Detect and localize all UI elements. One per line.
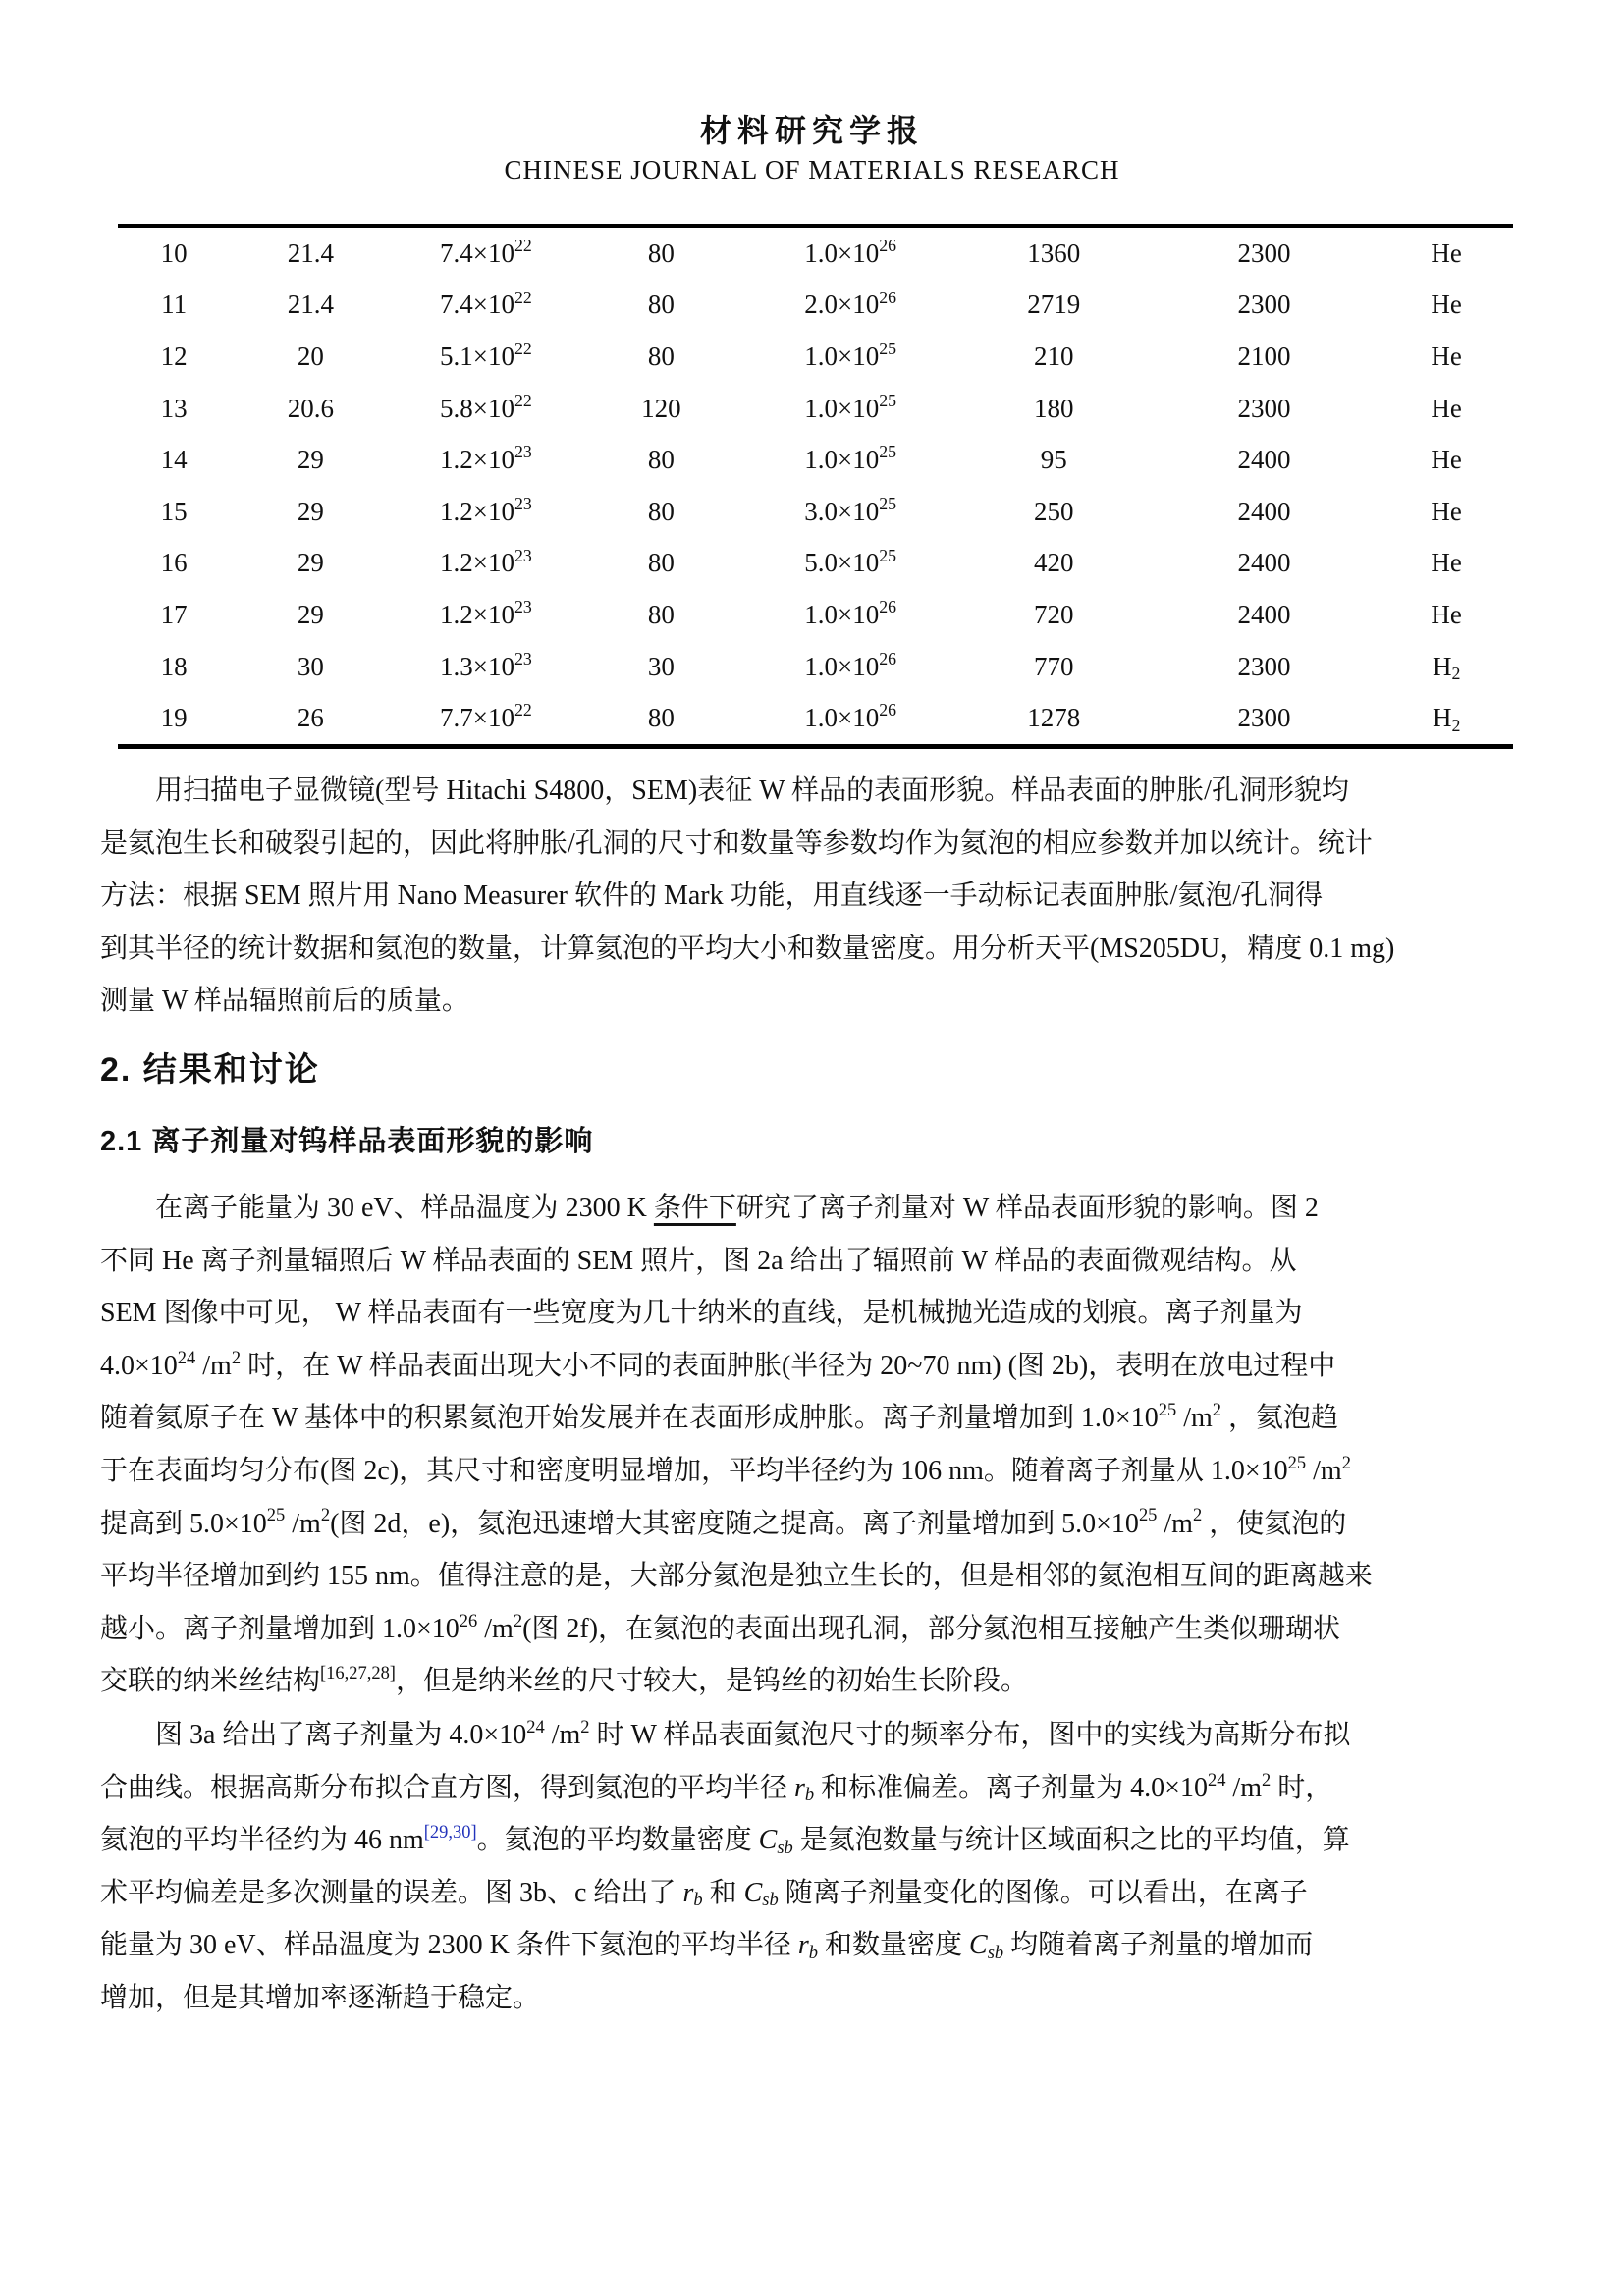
table-cell: $1.0\times 10^{25}$ [804, 390, 897, 423]
paragraph-bubble-statistics [100, 1709, 1528, 2025]
text-line: 用扫描电子显微镜(型号 Hitachi S4800，SEM)表征 W 样品的表面形貌。样品表面的肿胀/孔洞形貌均 [155, 775, 1349, 806]
text-line: SEM 图像中可见， W 样品表面有一些宽度为几十纳米的直线，是机械抛光造成的划痕。离子剂量为 [100, 1298, 1303, 1329]
table-cell: He [1431, 341, 1462, 371]
table-cell: 95 [1040, 445, 1067, 475]
table-cell: 19 [160, 703, 188, 733]
table-cell: 80 [647, 445, 675, 475]
text-line: 增加，但是其增加率逐渐趋于稳定。 [100, 1982, 541, 2013]
table-cell: 80 [647, 548, 675, 578]
table-cell: $1.0\times 10^{26}$ [804, 236, 897, 268]
table-cell: $1.0\times 10^{26}$ [804, 597, 897, 629]
table-cell: $H_2$ [1432, 651, 1461, 683]
table-cell: 17 [160, 599, 188, 629]
table-cell: $5.1\times 10^{22}$ [439, 339, 532, 371]
table-cell: 20.6 [287, 393, 334, 423]
table-cell: 11 [161, 290, 188, 320]
table-cell: 21.4 [287, 290, 334, 320]
table-cell: 29 [297, 599, 324, 629]
text-line: 提高到 $5.0\times 10^{25}$ $/m^2$(图 2d，e)，氦泡迅速增大其密度随之提高。离子剂量增加到 $5.0\times 10^{25}$ $/m^2$ ，使氦泡的 [100, 1505, 1347, 1539]
table-cell: 29 [297, 496, 324, 526]
experiment-parameters-table [118, 224, 1513, 749]
table-cell: $5.0\times 10^{25}$ [804, 545, 897, 578]
table-cell: 120 [641, 393, 681, 423]
table-cell: He [1431, 393, 1462, 423]
table-cell: 10 [160, 238, 188, 268]
table-cell: $1.2\times 10^{23}$ [439, 442, 532, 475]
table-cell: He [1431, 238, 1462, 268]
table-row [118, 538, 1513, 590]
table-cell: 770 [1034, 651, 1074, 681]
text-line: 在离子能量为 30 eV、样品温度为 2300 K 条件下研究了离子剂量对 W 样品表面形貌的影响。图 2 [155, 1193, 1319, 1223]
table-cell: 420 [1034, 548, 1074, 578]
table-cell: 180 [1034, 393, 1074, 423]
table-row [118, 692, 1513, 746]
table-cell: 2719 [1027, 290, 1081, 320]
table-cell: $7.7\times 10^{22}$ [439, 700, 532, 733]
table-row [118, 331, 1513, 383]
table-cell: $1.2\times 10^{23}$ [439, 597, 532, 629]
text-line: 术平均偏差是多次测量的误差。图 3b、c 给出了 $r_b$ 和 $C_{sb}$ 随离子剂量变化的图像。可以看出，在离子 [100, 1877, 1308, 1910]
table-cell: 29 [297, 548, 324, 578]
table-cell: 1278 [1027, 703, 1081, 733]
table-cell: $7.4\times 10^{22}$ [439, 287, 532, 320]
text-line: 测量 W 样品辐照前后的质量。 [100, 986, 469, 1017]
text-line: 图 3a 给出了离子剂量为 $4.0\times 10^{24}$ $/m^2$ 时 W 样品表面氦泡尺寸的频率分布，图中的实线为高斯分布拟 [155, 1716, 1351, 1750]
text-line: 到其半径的统计数据和氦泡的数量，计算氦泡的平均大小和数量密度。用分析天平(MS205DU，精度 0.1 mg) [100, 933, 1395, 964]
table-cell: $1.0\times 10^{25}$ [804, 442, 897, 475]
table-row [118, 226, 1513, 280]
text-line: $4.0\times 10^{24}$ $/m^2$ 时，在 W 样品表面出现大小不同的表面肿胀(半径为 20~70 nm) (图 2b)，表明在放电过程中 [100, 1347, 1336, 1381]
text-line: 越小。离子剂量增加到 $1.0\times 10^{26}$ $/m^2$(图 2f)，在氦泡的表面出现孔洞，部分氦泡相互接触产生类似珊瑚状 [100, 1610, 1341, 1644]
table-cell: 16 [160, 548, 188, 578]
table-cell: 26 [297, 703, 324, 733]
table-cell: $1.2\times 10^{23}$ [439, 494, 532, 526]
table-cell: 80 [647, 703, 675, 733]
table-cell: 30 [297, 651, 324, 681]
table-cell: 80 [647, 238, 675, 268]
table-cell: 2400 [1237, 599, 1291, 629]
table-cell: 15 [160, 496, 188, 526]
table-row [118, 280, 1513, 332]
table-cell: 80 [647, 496, 675, 526]
table-cell: 80 [647, 599, 675, 629]
table-cell: 20 [297, 341, 324, 371]
text-line: 合曲线。根据高斯分布拟合直方图，得到氦泡的平均半径 $r_b$ 和标准偏差。离子剂量为 $4.0\times 10^{24}$ $/m^2$ 时， [100, 1769, 1333, 1805]
text-line: 氦泡的平均半径约为 46 nm[29,30]。氦泡的平均数量密度 $C_{sb}$ 是氦泡数量与统计区域面积之比的平均值，算 [100, 1822, 1350, 1857]
table-cell: 80 [647, 290, 675, 320]
table-cell: 2300 [1237, 393, 1291, 423]
subsection-heading: 2.1 离子剂量对钨样品表面形貌的影响 [100, 1126, 594, 1157]
table-cell: 1360 [1027, 238, 1081, 268]
table-cell: $1.0\times 10^{25}$ [804, 339, 897, 371]
table-cell: 2400 [1237, 548, 1291, 578]
table-cell: 250 [1034, 496, 1074, 526]
table-cell: 2400 [1237, 445, 1291, 475]
paragraph-dose-morphology [100, 1182, 1528, 1708]
table-cell: He [1431, 496, 1462, 526]
table-cell: $1.0\times 10^{26}$ [804, 700, 897, 733]
table-cell: $H_2$ [1432, 703, 1461, 735]
table-cell: He [1431, 548, 1462, 578]
text-line: 是氦泡生长和破裂引起的，因此将肿胀/孔洞的尺寸和数量等参数均作为氦泡的相应参数并加以统计。统计 [100, 828, 1373, 859]
table-cell: $1.2\times 10^{23}$ [439, 545, 532, 578]
table-cell: He [1431, 445, 1462, 475]
table-row [118, 486, 1513, 538]
table-cell: $1.0\times 10^{26}$ [804, 648, 897, 681]
table-cell: 13 [160, 393, 188, 423]
table-row [118, 641, 1513, 693]
table-cell: $7.4\times 10^{22}$ [439, 236, 532, 268]
table-cell: 30 [647, 651, 675, 681]
text-line: 平均半径增加到约 155 nm。值得注意的是，大部分氦泡是独立生长的，但是相邻的氦泡相互间的距离越来 [100, 1561, 1373, 1592]
table-body [118, 226, 1513, 746]
table-row [118, 589, 1513, 641]
table-cell: 12 [160, 341, 188, 371]
table-cell: 2300 [1237, 703, 1291, 733]
table-cell: $2.0\times 10^{26}$ [804, 287, 897, 320]
table-cell: He [1431, 599, 1462, 629]
table-cell: 2300 [1237, 651, 1291, 681]
table-cell: 14 [160, 445, 188, 475]
table-cell: 2300 [1237, 290, 1291, 320]
journal-title-cn: 材料研究学报 [699, 112, 924, 149]
table-row [118, 434, 1513, 486]
table-cell: 210 [1034, 341, 1074, 371]
table-cell: 2400 [1237, 496, 1291, 526]
table-cell: 29 [297, 445, 324, 475]
table-cell: $3.0\times 10^{25}$ [804, 494, 897, 526]
text-line: 方法：根据 SEM 照片用 Nano Measurer 软件的 Mark 功能，用直线逐一手动标记表面肿胀/氦泡/孔洞得 [100, 881, 1324, 912]
table-cell: $5.8\times 10^{22}$ [439, 390, 532, 423]
text-line: 交联的纳米丝结构[16,27,28]，但是纳米丝的尺寸较大，是钨丝的初始生长阶段。 [100, 1663, 1028, 1697]
table-cell: 720 [1034, 599, 1074, 629]
text-line: 能量为 30 eV、样品温度为 2300 K 条件下氦泡的平均半径 $r_b$ 和数量密度 $C_{sb}$ 均随着离子剂量的增加而 [100, 1930, 1314, 1962]
table-cell: $1.3\times 10^{23}$ [439, 648, 532, 681]
table-cell: 18 [160, 651, 188, 681]
table-cell: 21.4 [287, 238, 334, 268]
journal-title-en: CHINESE JOURNAL OF MATERIALS RESEARCH [504, 155, 1120, 185]
section-heading: 2. 结果和讨论 [100, 1051, 320, 1089]
table-cell: 2300 [1237, 238, 1291, 268]
paragraph-methods [100, 765, 1528, 1028]
text-line: 于在表面均匀分布(图 2c)，其尺寸和密度明显增加，平均半径约为 106 nm。随着离子剂量从 $1.0\times 10^{25}$ $/m^2$ [100, 1452, 1351, 1486]
text-line: 随着氦原子在 W 基体中的积累氦泡开始发展并在表面形成肿胀。离子剂量增加到 $1.0\times 10^{25}$ $/m^2$ ，氦泡趋 [100, 1400, 1338, 1434]
text-line: 不同 He 离子剂量辐照后 W 样品表面的 SEM 照片，图 2a 给出了辐照前 W 样品的表面微观结构。从 [100, 1245, 1297, 1276]
table-row [118, 383, 1513, 435]
table-cell: 80 [647, 341, 675, 371]
table-cell: 2100 [1237, 341, 1291, 371]
table-cell: He [1431, 290, 1462, 320]
